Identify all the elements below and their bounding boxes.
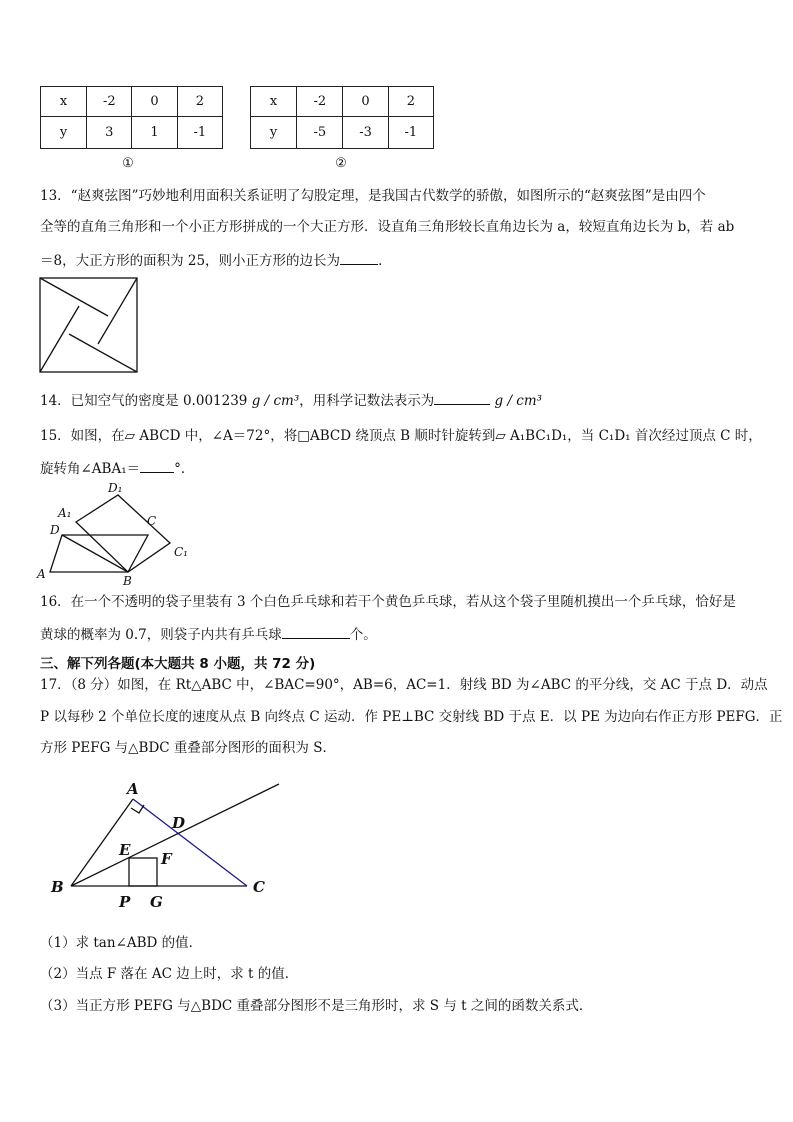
dividing-line (40, 306, 79, 372)
q17-sub-2: （2）当点 F 落在 AC 边上时，求 t 的值． (40, 966, 299, 982)
table-cell: -2 (297, 87, 343, 117)
q17-line-1: 17．（8 分）如图，在 Rt△ABC 中，∠BAC=90°，AB=6，AC=1．射线 BD 为∠ABC 的平分线，交 AC 于点 D．动点 (40, 677, 768, 693)
label-d: D (50, 523, 60, 537)
q15-line-2-end: °． (174, 461, 195, 477)
label-b: B (51, 878, 64, 896)
q13-line-3-end: ． (378, 253, 392, 269)
table-2-caption: ② (335, 156, 347, 171)
ray-bd (71, 784, 279, 886)
label-d: D (172, 814, 186, 832)
table-row (251, 117, 434, 149)
q14-text: 14．已知空气的密度是 0.001239 (40, 393, 248, 409)
table-cell: 1 (132, 117, 177, 149)
q13-line-3 (40, 251, 392, 269)
outer-square (40, 278, 137, 372)
q16-line-2 (40, 625, 377, 643)
table-cell: 0 (132, 87, 177, 117)
table-cell: -1 (388, 117, 433, 149)
square-pefg (129, 858, 157, 886)
triangle-square-diagram (45, 776, 285, 916)
table-row (41, 87, 223, 117)
q17-sub-3: （3）当正方形 PEFG 与△BDC 重叠部分图形不是三角形时，求 S 与 t 之间的函数关系式． (40, 998, 593, 1014)
label-p: P (119, 893, 131, 911)
density-unit: g / cm³ (251, 393, 300, 409)
q15-line-2-text: 旋转角∠ABA₁＝ (40, 461, 141, 477)
parallelogram-rotation-diagram (30, 478, 200, 590)
table-cell: x (251, 87, 297, 117)
table-cell: x (41, 87, 87, 117)
dividing-line (69, 334, 137, 372)
q14-mid: ，用科学记数法表示为 (299, 393, 435, 409)
answer-blank[interactable] (340, 251, 378, 265)
table-cell: -1 (177, 117, 222, 149)
table-cell: -2 (87, 87, 132, 117)
table-cell: y (251, 117, 297, 149)
label-b: B (123, 574, 132, 588)
table-cell: -5 (297, 117, 343, 149)
value-table-2 (250, 86, 434, 149)
label-g: G (150, 893, 163, 911)
table-row (251, 87, 434, 117)
table-row (41, 117, 223, 149)
q13-line-2: 全等的直角三角形和一个小正方形拼成的一个大正方形．设直角三角形较长直角边长为 a，较短直角边长为 b，若 ab (40, 219, 735, 235)
value-table-1 (40, 86, 223, 149)
label-a1: A₁ (58, 506, 72, 520)
q14-line (40, 391, 542, 409)
table-cell: 2 (388, 87, 433, 117)
q16-line-2-end: 个。 (349, 627, 377, 643)
segment-ac (133, 799, 247, 886)
answer-blank[interactable] (282, 625, 350, 639)
dividing-line (98, 278, 137, 344)
label-e: E (119, 841, 131, 859)
label-c: C (147, 514, 157, 528)
label-f: F (161, 850, 172, 868)
label-c: C (253, 878, 265, 896)
section-heading: 三、解下列各题(本大题共 8 小题，共 72 分) (40, 656, 316, 672)
q16-line-1: 16．在一个不透明的袋子里装有 3 个白色乒乓球和若干个黄色乒乓球，若从这个袋子里随机摸出一个乒乓球，恰好是 (40, 594, 736, 610)
q16-line-2-text: 黄球的概率为 0.7，则袋子内共有乒乓球 (40, 627, 282, 643)
dividing-line (40, 278, 108, 316)
parallelogram-a1bc1d1 (76, 495, 170, 572)
q13-line-1: 13．“赵爽弦图”巧妙地利用面积关系证明了勾股定理，是我国古代数学的骄傲，如图所示的“赵爽弦图”是由四个 (40, 188, 706, 204)
q17-sub-1: （1）求 tan∠ABD 的值． (40, 935, 203, 951)
q15-line-1: 15．如图，在▱ ABCD 中，∠A＝72°，将□ABCD 绕顶点 B 顺时针旋转到▱ A₁BC₁D₁，当 C₁D₁ 首次经过顶点 C 时， (40, 428, 762, 444)
table-cell: -3 (343, 117, 388, 149)
table-cell: 2 (177, 87, 222, 117)
parallelogram-abcd (50, 535, 148, 572)
density-unit-2: g / cm³ (494, 393, 543, 409)
label-d1: D₁ (108, 481, 123, 495)
label-c1: C₁ (174, 545, 188, 559)
label-a: A (127, 780, 139, 798)
table-cell: y (41, 117, 87, 149)
table-cell: 0 (343, 87, 388, 117)
zhao-shuang-diagram (38, 276, 140, 374)
q17-line-2: P 以每秒 2 个单位长度的速度从点 B 向终点 C 运动．作 PE⊥BC 交射线 BD 于点 E．以 PE 为边向右作正方形 PEFG．正 (40, 709, 783, 725)
answer-blank[interactable] (140, 459, 174, 473)
q15-line-2 (40, 459, 194, 477)
table-1-caption: ① (122, 156, 134, 171)
table-cell: 3 (87, 117, 132, 149)
label-a: A (37, 567, 46, 581)
answer-blank[interactable] (434, 391, 490, 405)
q17-line-3: 方形 PEFG 与△BDC 重叠部分图形的面积为 S． (40, 740, 336, 756)
q13-line-3-text: ＝8，大正方形的面积为 25，则小正方形的边长为 (40, 253, 341, 269)
